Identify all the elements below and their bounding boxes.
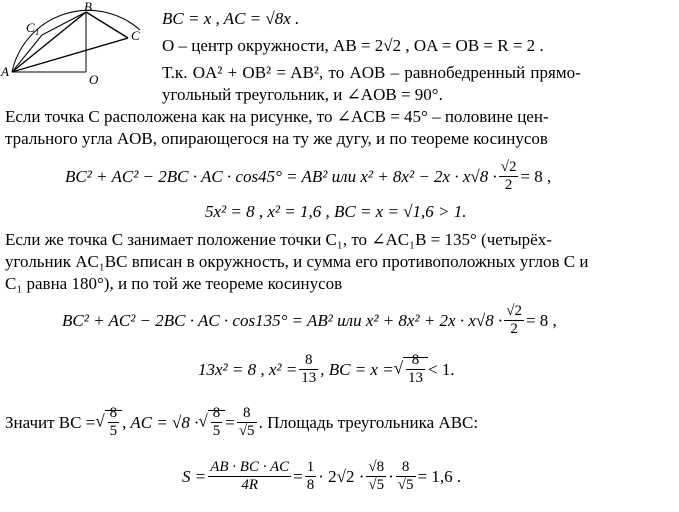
eq6-f3-num: √8 <box>368 458 385 475</box>
eq5-part-c: = <box>225 412 235 432</box>
header-line-3: Т.к. OA² + OB² = AB², то AOB – равнобедренный прямо- <box>162 63 581 82</box>
header-line-4: угольный треугольник, и ∠AOB = 90°. <box>162 85 443 104</box>
eq6-fraction-2 <box>305 460 317 493</box>
eq3-fraction <box>504 304 524 337</box>
eq5-f2-den: 5 <box>212 422 221 439</box>
eq3-right: = 8 , <box>525 310 557 330</box>
equation-3 <box>62 300 557 340</box>
label-C1-sub: 1 <box>35 27 40 37</box>
eq5-part-d: . Площадь треугольника ABC: <box>258 412 479 432</box>
eq3-frac-num: √2 <box>506 302 522 319</box>
eq6-part-c: · 2√2 · <box>318 466 365 486</box>
eq5-sqrt-1: √ $\frac{8}{5}$ <box>95 406 122 439</box>
eq5-fraction-3 <box>237 406 257 439</box>
eq6-part-e: = 1,6 . <box>417 466 462 486</box>
eq6-f2-den: 8 <box>306 476 315 493</box>
para2-line-3: C₁ равна 180°), и по той же теореме косинусов <box>5 274 343 293</box>
eq4-sqrt: √ $\frac{8}{13}$ <box>394 353 428 386</box>
eq4-f2-den: 13 <box>408 369 424 386</box>
eq6-fraction-1 <box>208 460 291 493</box>
eq5-f2-num: 8 <box>212 404 221 421</box>
para2-line-2: угольник AC₁BC вписан в окружность, и сумма его противоположных углов C и <box>5 252 589 271</box>
eq4-part-a: 13x² = 8 , x² = <box>198 359 298 379</box>
eq1-frac-num: √2 <box>500 158 517 175</box>
eq5-f3-den: √5 <box>238 422 255 439</box>
eq6-f4-num: 8 <box>396 460 416 477</box>
equation-1 <box>65 156 551 196</box>
eq4-fraction-1 <box>299 353 318 386</box>
label-B: B <box>84 0 92 14</box>
eq4-f2-num: 8 <box>406 353 425 370</box>
eq5-part-b: , AC = √8 · <box>122 412 199 432</box>
label-C: C <box>131 28 140 43</box>
eq6-f3-den: √5 <box>368 476 385 493</box>
header-line-2: O – центр окружности, AB = 2√2 , OA = OB = R = 2 . <box>162 36 544 55</box>
eq6-f2-num: 1 <box>306 458 315 475</box>
eq4-fraction-2 <box>406 353 425 386</box>
eq3-left: BC² + AC² − 2BC · AC · cos135° = AB² или x² + 8x² + 2x · x√8 · <box>62 310 503 330</box>
segment-AC <box>12 38 128 72</box>
equation-2: 5x² = 8 , x² = 1,6 , BC = x = √1,6 > 1. <box>205 202 467 221</box>
label-C1: C <box>26 20 35 35</box>
eq1-frac-den: 2 <box>504 176 513 193</box>
eq6-f4-den: √5 <box>397 476 414 493</box>
eq4-part-b: , BC = x = <box>320 359 394 379</box>
eq4-f1-num: 8 <box>299 353 318 370</box>
equation-6 <box>182 452 461 500</box>
segment-C1B <box>42 12 86 35</box>
para1-line-1: Если точка C расположена как на рисунке, то ∠ACB = 45° – половине цен- <box>5 107 549 126</box>
header-line-1: BC = x , AC = √8x . <box>162 9 300 28</box>
eq6-f1-num: AB · BC · AC <box>210 458 290 475</box>
equation-4 <box>198 348 455 390</box>
segment-BC <box>86 12 128 38</box>
eq5-part-a: Значит BC = <box>5 412 96 432</box>
equation-5 <box>5 400 478 444</box>
eq1-fraction <box>499 160 519 193</box>
label-O: O <box>89 72 99 85</box>
eq6-fraction-3 <box>366 460 386 493</box>
eq5-f1-den: 5 <box>109 422 118 439</box>
eq1-left: BC² + AC² − 2BC · AC · cos45° = AB² или x² + 8x² − 2x · x√8 · <box>65 166 497 186</box>
eq1-right: = 8 , <box>520 166 552 186</box>
eq4-part-c: < 1. <box>428 359 455 379</box>
para1-line-2: трального угла AOB, опирающегося на ту же дугу, и по теореме косинусов <box>5 129 548 148</box>
eq5-fraction-1 <box>108 406 120 439</box>
eq5-f1-num: 8 <box>109 404 118 421</box>
eq5-sqrt-2: √ $\frac{8}{5}$ <box>198 406 225 439</box>
eq6-f1-den: 4R <box>241 476 259 493</box>
eq3-frac-den: 2 <box>510 320 518 337</box>
eq6-part-b: = <box>293 466 303 486</box>
eq4-f1-den: 13 <box>301 369 317 386</box>
eq6-part-a: S = <box>182 466 207 486</box>
para2-line-1: Если же точка C занимает положение точки C₁, то ∠AC₁B = 135° (четырёх- <box>5 230 552 249</box>
eq5-fraction-2 <box>211 406 223 439</box>
eq5-f3-num: 8 <box>237 406 257 423</box>
label-A: A <box>1 64 9 79</box>
eq6-part-d: · <box>388 466 394 486</box>
geometry-figure <box>0 0 160 85</box>
eq6-fraction-4 <box>396 460 416 493</box>
